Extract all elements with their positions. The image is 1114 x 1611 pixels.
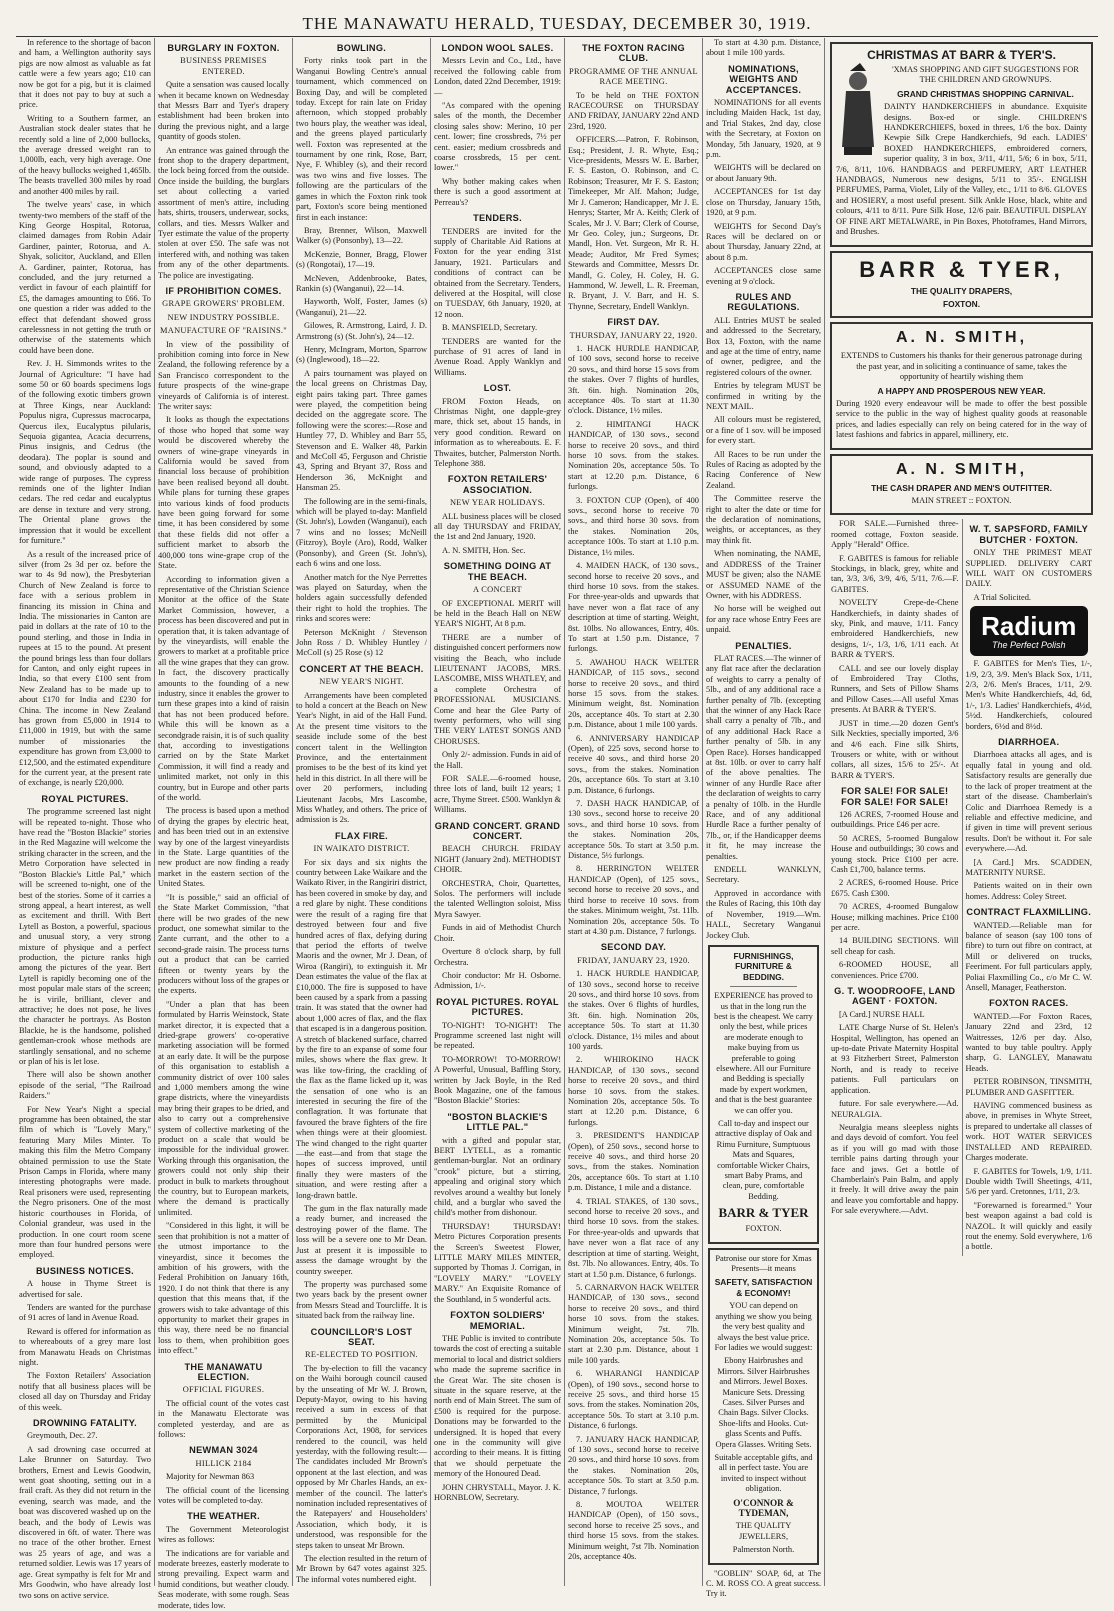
ad-smith-wish: A HAPPY AND PROSPEROUS NEW YEAR.	[877, 385, 1046, 396]
section-heading: LOST.	[483, 383, 512, 394]
paragraph: WEIGHTS for Second Day's Races will be declared on or about Thursday, January 22nd, at about 8 p.m.	[706, 221, 821, 262]
paragraph: WANTED.—Reliable man for balance of season (say 100 tons of fibre) to turn out fibre on contract, at Mill or delivered on trucks, Feeriment. For full particulars apply, Poliai Flaxmilling Co., c/o Mr C. W. Ansell, Manager, Featherston.	[965, 920, 1092, 992]
paragraph: A. N. SMITH, Hon. Sec.	[442, 545, 526, 555]
paragraph: An entrance was gained through the front shop to the drapery department, the lock being forced from the outside. Once inside the building, the burglars set about collecting a varied assortment of men's attire, including hats, shirts, trousers, underwear, socks, collars, and ties. Messrs Walker and Tyer estimate the value of the property stolen at over £50. The safe was not interfered with, and nothing was taken from any of the other departments. The police are investigating.	[158, 145, 289, 280]
goblin-soap-notice: "GOBLIN" SOAP, 6d, at The C. M. ROSS CO. A great success. Try it.	[706, 1568, 821, 1599]
ad-barr-xmas	[830, 42, 1093, 247]
section-heading: SOMETHING DOING AT THE BEACH.	[443, 561, 552, 582]
paragraph: Peterson McKnight / Stevenson John Ross / D. Whibley Huntley / McColl (s) 25 Rose (s) 12	[296, 627, 427, 658]
paragraph: Approved in accordance with the Rules of Racing, this 10th day of November, 1919.—Wm. HALL, Secretary Wanganui Jockey Club.	[706, 888, 821, 940]
paragraph: A house in Thyme Street is advertised for sale.	[19, 1279, 151, 1299]
paragraph: The Committee reserve the right to alter the date or time for the declaration of nominations, weights, or acceptances, as they may think fit.	[706, 494, 821, 545]
paragraph: For New Year's Night a special programme has been obtained, the star film of which is "Lovely Mary," featuring Mary Miles Minter. To making this film the Metro Company obtained permission to use the State Prison Camps in Florida, where many interesting photographs were made. Real prisoners were used, representing the Negro prisoners. One of the most historic courthouses in Florida, of Colonial grandeur, was used in the production. In one court room scene more than four hundred persons were employed.	[19, 1104, 151, 1260]
paragraph: A sad drowning case occurred at Lake Brunner on Saturday. Two brothers, Ernest and Lewis Goodwin, went goat shooting, setting out in a frail craft. As they did not return in the evening, search was made, and the boat was discovered washed up on the beach, and the body of Lewis was discovered in 6ft. of water. There was no trace of the other brother. Ernest was 25 years of age, and was a returned soldier. Lewis was 17 years of age. Great sympathy is felt for Mr and Mrs Goodwin, who have already lost two sons on active service.	[19, 1444, 151, 1600]
paragraph: 8. HERRINGTON WELTER HANDICAP (Open), of 125 sovs., second horse to receive 20 sovs., and third horse to receive 10 sovs. from the stakes. Minimum weight, 7st. 11lb. Nomination 20s, acceptance 50s. To start at 4.30 p.m. Distance, 7 furlongs.	[568, 864, 699, 936]
paragraph: Hayworth, Wolf, Foster, James (s) (Wanganui), 21—22.	[296, 297, 427, 317]
section-heading: THE MANAWATU ELECTION.	[184, 1361, 263, 1382]
paragraph: TENDERS are wanted for the purchase of 91 acres of land in Avenue Road. Apply Wanklyn and Williams.	[434, 336, 561, 377]
paragraph: Reward is offered for information as to whereabouts of a grey mare lost from Manawatu Heads on Christmas night.	[19, 1326, 151, 1367]
paragraph: PETER ROBINSON, TINSMITH, PLUMBER AND GASFITTER.	[965, 1077, 1092, 1097]
paragraph: In reference to the shortage of bacon and ham, a Wellington authority says pigs are now almost as valuable as fat cattle were a few years ago; £10 can now be got for a pig, but it is claimed that it does not pay to buy at such a price.	[19, 38, 151, 110]
paragraph: Gilowes, R. Armstrong, Laird, J. D. Armstrong (s) (St. John's), 24—12.	[296, 321, 427, 341]
paragraph: ALL Entries MUST be sealed and addressed to the Secretary, Box 13, Foxton, with the name and age at the time of entry, name of owner, pedigree, and the registered colours of the owner.	[706, 315, 821, 377]
section-heading: NEW INDUSTRY POSSIBLE.	[167, 312, 280, 322]
paragraph: future. For sale everywhere.—Ad. NEURALGIA.	[831, 1099, 959, 1119]
paragraph: Choir conductor: Mr H. Osborne. Admission, 1/-.	[434, 970, 561, 991]
paragraph: All Races to be run under the Rules of Racing as adopted by the Racing Conference of New Zealand.	[706, 449, 821, 490]
santa-illustration	[838, 67, 878, 157]
paragraph: THURSDAY! THURSDAY! Metro Pictures Corporation presents the Screen's Sweetest Flower, LITTLE MARY MILES MINTER, supported by Thomas J. Corrigan, in "LOVELY MARY." "LOVELY MARY." An Exquisite Romance of the Southland, in 5 wonderful acts.	[434, 1221, 561, 1304]
paragraph: FOR SALE.—Furnished three-roomed cottage, Foxton seaside. Apply "Herald" Office.	[831, 519, 959, 550]
paragraph: "As compared with the opening sales of the month, the December closing sales show: Merino, 10 per cent. lower; fine crossbreds, 7½ per cent. easier; medium crossbreds and coarse crossbreds, 15 per cent. lower."	[434, 101, 561, 173]
classifieds-right-rest	[966, 659, 1093, 1253]
paragraph: 8. MOUTOA WELTER HANDICAP (Open), of 150 sovs., second horse to receive 25 sovs., and third horse 15 sovs. from the stakes. Minimum weight, 7st 7lb. Nomination 20s, acceptance 40s.	[568, 1500, 699, 1562]
paragraph: Overture 8 o'clock sharp, by full Orchestra.	[434, 947, 561, 967]
section-heading: FIRST DAY.	[607, 317, 660, 328]
paragraph: OF EXCEPTIONAL MERIT will be held in the Beach Hall on NEW YEAR'S NIGHT, At 8 p.m.	[434, 598, 561, 629]
paragraph: 3. FOXTON CUP (Open), of 400 sovs., second horse to receive 70 sovs., and third horse 30 sovs. from the stakes. Nomination 20s, acceptance 100s. To start at 1.10 p.m. Distance, 1½ miles.	[568, 495, 699, 557]
section-heading: FOXTON RETAILERS' ASSOCIATION.	[447, 474, 548, 495]
section-heading: RULES AND REGULATIONS.	[727, 291, 800, 313]
paragraph: To be held on THE FOXTON RACECOURSE on THURSDAY AND FRIDAY, JANUARY 22nd AND 23rd, 1920.	[568, 90, 699, 131]
paragraph: To start at 4.30 p.m. Distance, about 1 mile 100 yards.	[706, 38, 821, 58]
column-2	[154, 38, 292, 1610]
ad-furnishings-title: FURNISHINGS, FURNITURE & BEDDING.	[733, 950, 794, 982]
paragraph: Majority for Newman 863	[166, 1472, 255, 1482]
paragraph: 7. DASH HACK HANDICAP, of 130 sovs., second horse to receive 20 sovs., and third horse 10 sovs. from the stakes. Nomination 20s, acceptance 50s. To start at 3.50 p.m. Distance, 5½ furlongs.	[568, 799, 699, 861]
section-heading: FLAX FIRE.	[334, 830, 389, 841]
paragraph: All colours must be registered, or a fine of 1 sov. will be imposed for every start.	[706, 415, 821, 446]
paragraph: 70 ACRES, 4-roomed Bungalow House; milking machines. Price £100 per acre.	[831, 902, 959, 932]
paragraph: with a gifted and popular star, BERT LYTELL, as a romantic gentleman-burglar. Not an ordinary "crook" picture, but a stirring, appealing and original story which revolves around a wealthy but lonely child, and a burglar who saved the child's mother from dishonour.	[434, 1135, 561, 1218]
paragraph: NOVELTY Crepe-de-Chene Handkerchiefs, in dainty shades of sky, Pink, and mauve, 1/11. Fancy embroidered Handkerchiefs, new designs, 1/-, 1/3, 1/6, 1/11 each. At BARR & TYER'S.	[831, 598, 959, 660]
paragraph: 2 ACRES, 6-roomed House. Price £675. Cash £300.	[831, 878, 959, 898]
paragraph: As a result of the increased price of silver (from 2s 3d per oz. before the war to 4s 9d now), the Presbyterian Church of New Zealand is force to face with a serious problem in financing its mission in China and India. The missionaries in Canton are paid in dollars at the rate of 10 to the pound sterling, and those in India in rupees at 15 to the pound. At present the pound brings less than four dollars for Canton, and only eight rupees in India, so that every £100 sent from New Zealand has to be made up to about £170 for India and £230 for China. The income in New Zealand has grown from £5,000 in 1914 to £11,000 in 1919, but with the same number of missionaries the expenditure has grown from £3,000 to £12,500, and the estimated expenditure for the current year, at the present rate of exchange, is nearly £20,000.	[19, 549, 151, 788]
paragraph: The by-election to fill the vacancy on the Waihi borough council caused by the unseating of Mr W. J. Brown, Deputy-Mayor, owing to his having received a sum in excess of that permitted by the Municipal Corporations Act, 1908, for services rendered to the council, was held yesterday, with the following result:—The candidates included Mr Brown's opponent at the last election, and was opposed by Mr Charles Hands, an ex-member of the council. The latter's nomination included representatives of the Ratepayers' and Householders' Association, which body, it is understood, was responsible for the steps taken to unseat Mr Brown.	[296, 1363, 427, 1550]
paragraph: "Forewarned is forearmed." Your best weapon against a bad cold is NAZOL. It will quickly and easily rout the enemy. Sold everywhere, 1/6 a bottle.	[965, 1200, 1092, 1252]
section-heading: BURGLARY IN FOXTON.	[167, 43, 280, 53]
section-heading: NEW YEAR'S NIGHT.	[319, 677, 404, 687]
paragraph: The twelve years' case, in which twenty-two members of the staff of the King George Hospital, Rotorua, claimed damages from Robin Adair Gardiner, painter, Rotorua, and A. Shyak, solicitor, Auckland, and Ellen A. Gardiner, painter, Rotorua, has concluded, and the jury returned a verdict in favour of each plaintiff for £5, the damages amounting to £66. To one question a rider was added to the effect that defendant showed gross carelessness in not getting the truth or otherwise of the statements which could have been done.	[19, 200, 151, 355]
paragraph: 1. HACK HURDLE HANDICAP, of 130 sovs., second horse to receive 20 sovs., and third horse 10 sovs. from the stakes. Over 6 flights of hurdles, 3ft. 6in. high. Nomination 20s, acceptance 50s. To start at 11.30 o'clock. Distance, 1½ miles and about 100 yards.	[568, 969, 699, 1051]
ad-jewellers-brand: O'CONNOR & TYDEMAN,	[733, 1497, 794, 1518]
ad-barr-brand	[830, 251, 1093, 319]
paragraph: ORCHESTRA, Choir, Quartettes, Solos. The performers will include the talented Wellington soloist, Miss Myra Sawyer.	[434, 878, 561, 919]
paragraph: ONLY THE PRIMEST MEAT SUPPLIED. DELIVERY CART WILL WAIT ON CUSTOMERS DAILY.	[965, 548, 1092, 589]
paragraph: [A Card.] NURSE HALL	[839, 1009, 925, 1019]
section-heading: BOWLING.	[336, 43, 387, 53]
paragraph: 4. MAIDEN HACK, of 130 sovs., second horse to receive 20 sovs., and third horse 10 sovs. from the stakes. For three-year-olds and upwards that have never won a flat race of any description at time of starting. Weight, 8st. 10lbs. No allowances, Entry, 40s. To start at 1.50 p.m. Distance, 7 furlongs.	[568, 561, 699, 654]
paragraph: Greymouth, Dec. 27.	[27, 1431, 98, 1441]
paragraph: "Under a plan that has been formulated by Harris Weinstock, State market director, it is expected that a dried-grape growers' co-operative marketing association will be formed at an early date. It will be the purpose of this organisation to establish a community district of over 100 sales and 1,000 members among the wine grape districts, where the vineyardists may bring their grapes to be dried, and also to carry out a comprehensive system of collective marketing of the product on a scale that would be impossible for the individual grower. Working through this organisation, the growers could not only ship their product in bulk to markets throughout the country, but to European markets, where the demand is practically unlimited.	[158, 999, 289, 1217]
paragraph: 7. JANUARY HACK HANDICAP, of 130 sovs., second horse to receive 20 sovs., and third horse 10 sovs. from the stakes. Nomination 20s, acceptance 50s. To start at 3.50 p.m. Distance, 7 furlongs.	[568, 1434, 699, 1496]
section-heading: BUSINESS NOTICES.	[35, 1265, 134, 1276]
ad-jewellers-items: Ebony Hairbrushes and Mirrors. Silver Hairbrushes and Mirrors. Jewel Boxes. Manicure Sets. Dressing Cases. Silver Purses and Chain Bags. Silver Clocks. Shoe-lifts and Hooks. Cut-glass Scents and Puffs. Opera Glasses. Writing Sets.	[715, 1356, 812, 1449]
paragraph: According to information given a representative of the Christian Science Monitor at the office of the State Market Commission, however, a process has been discovered and put in operation that, it is taken advantage of by the vineyardists, will enable the growers to market at a profitable price all the wine grapes that they can grow. In fact, the discovery practically amounts to the founding of a new industry, since it enables the grower to turn these grapes into a kind of raisin that has not been produced before. While this will be known as a secondgrade raisin, it is of such quality that, according to investigations carried on by the State Market Commission, it will find a ready and unlimited market, not only in this country, but in Europe and other parts of the world.	[158, 574, 289, 803]
section-heading: FOXTON SOLDIERS' MEMORIAL.	[450, 1310, 545, 1331]
section-heading: NEW YEAR HOLIDAYS.	[449, 498, 546, 508]
paragraph: The property was purchased some two years back by the present owner from Messrs Stead and Tourcliffe. It is situated back from the railway line.	[296, 1279, 427, 1321]
paragraph: 1. HACK HURDLE HANDICAP, of 100 sovs, second horse to receive 20 sovs., and third horse 15 sovs from the stakes. Over 7 flights of hurdles, 3ft. 6in. high. Nomination 20s, acceptance 40s. To start at 11.30 o'clock. Distance, 1½ miles.	[568, 343, 699, 416]
paragraph: JOHN CHRYSTALL, Mayor. J. K. HORNBLOW, Secretary.	[434, 1482, 561, 1502]
ad-furnishings-town: FOXTON.	[745, 1224, 782, 1234]
paragraph: The Foxton Retailers' Association notify that all business places will be closed all day on Thursday and Friday of this week.	[19, 1371, 151, 1412]
section-heading: TENDERS.	[473, 213, 522, 224]
paragraph: ALL business places will be closed all day THURSDAY and FRIDAY, the 1st and 2nd January, 1920.	[434, 511, 561, 542]
paragraph: Arrangements have been completed to hold a concert at the Beach on New Year's Night, in aid of the Hall Fund. At the present time visitors to the seaside include some of the best concert talent in the Wellington Province, and the entertainment promises to be the best of its kind yet held in this district. In all there will be over 20 performers, including Lieutenant Jacobs, Mrs Lascombe, Miss Whatley, and others. The price of admission is 2s.	[296, 690, 427, 825]
ad-furnishings-brand: BARR & TYER	[718, 1205, 809, 1221]
section-heading: "BOSTON BLACKIE'S LITTLE PAL."	[447, 1111, 548, 1133]
paragraph: The following are in the semi-finals, which will be played to-day: Manfield (St. John's), Lowden (Wanganui), each 7 wins and no losses; McNeill (Fitzroy), Boyle (Aro), Rodd, Walker (Ponsonby), and Green (St. John's), each 6 wins and one loss.	[296, 496, 427, 569]
paragraph: JUST in time.—20 dozen Gent's Silk Neckties, specially imported, 3/6 and 4/6 each. Fine silk Shirts, Trousers or white, with or without collars, all sizes, 15/6 to 25/-. At BARR & TYER'S.	[831, 718, 959, 780]
ad-jewellers	[708, 1248, 819, 1565]
paragraph: 14 BUILDING SECTIONS. Will sell cheap for cash.	[831, 936, 959, 956]
classifieds-right	[962, 519, 1096, 1255]
paragraph: Funds in aid of Methodist Church Choir.	[434, 923, 561, 943]
section-heading: THE FOXTON RACING CLUB.	[582, 43, 685, 64]
paragraph: A Trial Solicited.	[973, 592, 1031, 602]
ad-jewellers-intro: Patronise our store for Xmas Presents—it means	[715, 1253, 812, 1274]
paragraph: The Government Meteorologist wires as follows:	[158, 1524, 289, 1545]
paragraph: McKenzie, Bonner, Bragg, Flower (s) (Rongotai), 17—19.	[296, 249, 427, 270]
radium-polish-ad	[970, 606, 1089, 656]
paragraph: HAVING commenced business as above, in premises in Whyte Street, is prepared to undertake all classes of work. HOT WATER SERVICES INSTALLED AND REPAIRED. Charges moderate.	[965, 1101, 1092, 1163]
ad-smith2-addr: MAIN STREET :: FOXTON.	[911, 495, 1012, 505]
paragraph: ENDELL WANKLYN, Secretary.	[706, 865, 821, 885]
paragraph: TENDERS are invited for the supply of Charitable Aid Rations at Foxton for the year ending 31st January, 1921. Particulars and conditions of contract can be obtained from the Secretary. Tenders, delivered at the Hospital, will close on TUESDAY, 6th January, 1920, at 12 noon.	[434, 226, 561, 319]
paragraph: FLAT RACES.—The winner of any flat race after the declaration of weights to carry a penalty of 5lb., and of any additional race a further penalty of 7lb. (excepting that the winner of any Hack Race shall carry a penalty of 7lb., and of any additional Hack Race a further penalty of 5lb. in any Open Race). Horses handicapped at 8st. 10lb. or over to carry half of the above penalties. The winner of any Hurdle Race after the declaration of weights to carry a penalty of 10lb. in the Hurdle Race, and of any additional Hurdle Race a further penalty of 7lb., or, if the Handicapper deems it fit, he may increase the penalties.	[706, 653, 821, 861]
ad-furnishings	[708, 945, 819, 1244]
ad-barr-brand-town: FOXTON.	[942, 298, 981, 309]
paragraph: 126 ACRES, 7-roomed House and outbuildings. Price £46 per acre.	[831, 809, 959, 830]
ad-smith-outfitter	[830, 454, 1093, 516]
paragraph: For six days and six nights the country between Lake Waikare and the Waikato River, in the Rangiriri district, has been covered in smoke by day, and a red glare by night. These conditions were the result of a raging fire that destroyed between four and five hundred acres of flax, defying during that period the efforts of twelve Maoris and the owner, Mr J. Dean, of Wiroa (Rangiri), to extinguish it. Mr Dean estimates the value of the flax at £10,000. The fire is supposed to have been caused by a spark from a passing train. It was stated that the owner had about 1,000 acres of flax, and the flax that escaped is in a dangerous position. A stretch of blackened surface, charred by the fire to an expanse of some four miles, shows where the flax grew. It was like tow-firing, the crackling of the flax as the flame licked up it, was the sensation of one who is an interested in securing the fire of the conflagration. It was fortunate that favoured the brave fighters of the fire when things were at their gloomiest. The wind changed to the right quarter—the east—and from that stage the hopes of success improved, until finally they were masters of the situation, and were resting after a long-drawn battle.	[296, 857, 427, 1200]
paragraph: TO-MORROW! TO-MORROW! A Powerful, Unusual, Baffling Story, written by Jack Boyle, in the Red Book Magazine, one of the famous "Boston Blackie" Stories:	[434, 1054, 561, 1106]
paragraph: 6. ANNIVERSARY HANDICAP (Open), of 225 sovs, second horse to receive 40 sovs., and third horse 20 sovs., from the stakes. Nomination 20s, acceptance 60s. To start at 3.10 p.m. Distance, 6 furlongs.	[568, 733, 699, 795]
ad-smith-body: EXTENDS to Customers his thanks for their generous patronage during the past year, and in soliciting a continuance of same, takes the opportunity of heartily wishing them	[840, 351, 1083, 382]
column-4	[430, 38, 564, 1586]
classifieds-left	[828, 519, 962, 1219]
paragraph: Why bother making cakes when there is such a good assortment at Perreau's?	[434, 176, 561, 207]
paragraph: The gum in the flax naturally made a ready burner, and increased the destroying power of the flame. The loss will be a severe one to Mr Dean. Just at present it is impossible to assess the damage wrought by the country sweeper.	[296, 1204, 427, 1276]
section-heading: NEWMAN 3024	[189, 1445, 258, 1456]
paragraph: Another match for the Nye Perrettes was played on Saturday, when the holders again successfully defended their right to hold the trophies. The rinks and scores were:	[296, 572, 427, 624]
section-heading: ROYAL PICTURES. ROYAL PICTURES.	[436, 996, 559, 1018]
section-heading: FRIDAY, JANUARY 23, 1920.	[577, 955, 690, 965]
section-heading: BUSINESS PREMISES ENTERED.	[180, 56, 267, 76]
ad-jewellers-body: YOU can depend on anything we show you being the very best quality and always the best value price. For ladies we would suggest:	[714, 1301, 813, 1352]
section-heading: ROYAL PICTURES.	[41, 793, 129, 804]
section-heading: FOR SALE! FOR SALE! FOR SALE! FOR SALE!	[841, 786, 949, 807]
column-1	[16, 38, 154, 1600]
section-heading: CONTRACT FLAXMILLING.	[966, 907, 1092, 918]
paragraph: 5. AWAHOU HACK WELTER HANDICAP, of 115 sovs., second horse to receive 20 sovs., and third horse 15 sovs. from the stakes. Minimum weight, 8st. Nomination 20s, acceptance 40s. To start at 2.30 p.m. Distance, about 1 mile 100 yards.	[568, 657, 699, 730]
radium-tagline: The Perfect Polish	[991, 640, 1066, 651]
paragraph: Neuralgia means sleepless nights and days devoid of comfort. You feel as if you will go mad with those terrible pains darting through your face and jaws. Get a bottle of Chamberlain's Pain Balm, and apply it freely. It will drive away the pain and leave you comfortable and happy. For sale everywhere.—Advt.	[831, 1122, 959, 1216]
section-heading: GRAPE GROWERS' PROBLEM.	[162, 299, 285, 309]
ad-smith-body2: During 1920 every endeavour will be made to offer the best possible service to the public in the way of highest quality goods at reasonable prices, and ladies especially can rely on being catered for in the way of latest fashions and fabrics in apparel, millinery, etc.	[836, 398, 1087, 440]
paragraph: WANTED.—For Foxton Races, January 22nd and 23rd, 12 Waitresses, 12/6 per day. Also, wanted to buy table poultry. Apply sharp, G. LANGLEY, Manawatu Heads.	[965, 1011, 1092, 1073]
paragraph: F. GABITES is famous for reliable Stockings, in black, grey, white and tan, 3/3, 3/6, 3/9, 4/6, 5/11, 7/6.—F. GABITES.	[831, 553, 959, 594]
paragraph: ACCEPTANCES close same evening at 9 o'clock.	[706, 266, 821, 286]
section-heading: OFFICIAL FIGURES.	[182, 1385, 265, 1395]
section-heading: PENALTIES.	[735, 640, 792, 651]
paragraph: Diarrhoea attacks all ages, and is equally fatal in young and old. Satisfactory results are generally due to the lack of proper treatment at the start of the disease. Chamberlain's Colic and Diarrhoea Remedy is a reliable and effective medicine, and if given in time will prevent serious results. Don't be without it. For sale everywhere.—Ad.	[965, 750, 1092, 854]
paragraph: 50 ACRES, 5-roomed Bungalow House and outbuildings; 30 cows and young stock. Price £100 per acre. Cash £1,700, balance terms.	[831, 833, 959, 874]
ad-barr-xmas-body: DAINTY HANDKERCHIEFS in abundance. Exquisite designs. Box-ed or single. CHILDREN'S HANDKERCHIEFS, boxed in threes, 1/6 the box. Dainty Kewpie Silk Crepe Handkerchiefs, 9d each. LADIES' BOXED HANDKERCHIEFS, embroidered corners, superior quality, 3 in box, 3/11, 4/11, 5/6; 6 in box, 5/11, 7/6, 8/11, 10/6. HANDBAGS and PERFUMERY, ART LEATHER HANDBAGS, Numerous new designs, 5/11 to 35/-. ENGLISH PERFUMES, Parma, Violet, Lily of the Valley, etc., 1/11 to 8/6. GLOVES and HOSIERY, a most useful present. Silk Ankle Hose, black, white and colours, 4/11 to 8/11. Pure Silk Hose, 12/6 pair. BEAUTIFUL DISPLAY OF FINE ART METALWARE, in Pin Boxes, Photoframes, Hand Mirrors, and Brushes.	[836, 102, 1087, 237]
section-heading: W. T. SAPSFORD, FAMILY BUTCHER · FOXTON.	[969, 524, 1089, 545]
paragraph: 4. TRIAL STAKES, of 130 sovs., second horse to receive 20 sovs., and third horse 10 sovs. from the stakes. For three-year-olds and upwards that have never won a flat race of any description at time of starting. Weight, 8st. 7lb. No allowances. Entry, 40s. To start at 1.50 p.m. Distance, 6 furlongs.	[568, 1196, 699, 1279]
paragraph: Rev. J. H. Simmonds writes to the Journal of Agriculture: "I have had some 50 or 60 boards specimens logs of the following exotic timbers grown at Three Kings, near Auckland: Populus nigra, Cupressus macrocarpa, Quercus ilex, Eucalyptus pilularis, Sequoia gigantea, Acacia decurrens, Pinus insignis, and Cedrus (the deodara). The poplar is sound and sound, and obviously adapted to a wide range of purposes. The cypress reminds one of the lighter Indian cedars. The red cedar and eucalyptus are dense in texture and very strong. The Oriental plane grows the impression that it would be excellent for furniture."	[19, 359, 151, 546]
paragraph: BEACH CHURCH. FRIDAY NIGHT (January 2nd). METHODIST CHOIR.	[434, 844, 561, 875]
section-heading: FOXTON RACES.	[989, 998, 1069, 1009]
paragraph: Writing to a Southern farmer, an Australian stock dealer states that he recently sold a line of 2,000 bullocks, the average dressed weight ran to 1,000lb, each, very high average. One of the heavy bullocks weighed 1,465lb. The beasts travelled 300 miles by road and another 400 miles by rail.	[19, 113, 151, 196]
paragraph: NOMINATIONS for all events including Maiden Hack, 1st day, and Trial Stakes, 2nd day, close with the Secretary, at Foxton on Monday, 5th January, 1920, at 9 p.m.	[706, 98, 821, 160]
column-3	[292, 38, 430, 1586]
paragraph: Quite a sensation was caused locally when it became known on Wednesday that Messrs Barr and Tyer's drapery establishment had been broken into during the previous night, and a large quantity of goods stolen.	[158, 80, 289, 142]
paragraph: Messrs Levin and Co., Ltd., have received the following cable from London, dated 22nd December, 1919:—	[434, 56, 561, 97]
paragraph: THE Public is invited to contribute towards the cost of erecting a suitable memorial to local and district soldiers who made the supreme sacrifice in the Great War. The site chosen is situate in the square reserve, at the north end of Main Street. The sum of £500 is required for the purpose. Donations may be forwarded to the undersigned. It is hoped that every one in the community will give according to their means. It is fitting that we should perpetuate the memory of the Honoured Dead.	[434, 1333, 561, 1479]
paragraph: 6. WHARANGI HANDICAP (Open), of 190 sovs., second horse to receive 25 sovs., and third horse 15 sovs. from the stakes. Nomination 20s, acceptance 50s. To start at 3.10 p.m. Distance, 6 furlongs.	[568, 1369, 699, 1431]
paragraph: 2. WHIROKINO HACK HANDICAP, of 130 sovs., second horse to receive 20 sovs., and third horse 10 sovs. from the stakes. Nomination 20s, acceptance 50s. To start at 12.20 p.m. Distance, 6 furlongs.	[568, 1055, 699, 1127]
radium-brand: Radium	[981, 611, 1077, 642]
section-heading: LONDON WOOL SALES.	[441, 43, 554, 53]
section-heading: THURSDAY, JANUARY 22, 1920.	[569, 330, 698, 340]
section-heading: A CONCERT	[473, 585, 522, 595]
section-heading: NOMINATIONS, WEIGHTS AND ACCEPTANCES.	[725, 63, 802, 95]
paragraph: ACCEPTANCES for 1st day close on Thursday, January 15th, 1920, at 9 p.m.	[706, 187, 821, 218]
section-heading: MANUFACTURE OF "RAISINS."	[159, 326, 288, 336]
paragraph: TO-NIGHT! TO-NIGHT! The Programme screened last night will be repeated.	[434, 1020, 561, 1051]
paragraph: In view of the possibility of prohibition coming into force in New Zealand, the following reference by a San Francisco correspondent to the future prospects of the wine-grape vineyards of California is of interest. The writer says:	[158, 339, 289, 411]
paragraph: 3. PRESIDENT'S HANDICAP (Open), of 250 sovs., second horse to receive 40 sovs., and third horse 20 sovs., from the stakes. Nomination 20s, acceptance 60s. To start at 1.10 p.m. Distance, 1 mile and a distance.	[568, 1131, 699, 1193]
ad-barr-brand-tag: THE QUALITY DRAPERS,	[910, 285, 1013, 296]
section-heading: COUNCILLOR'S LOST SEAT.	[310, 1326, 413, 1347]
paragraph: 5. CARNARVON HACK WELTER HANDICAP, of 130 sovs., second horse to receive 20 sovs., and third horse 10 sovs. from the stakes. Minimum weight, 7st. 7lb. Nomination 20s, acceptance 50s. To start at 2.30 p.m. Distance, about 1 mile 100 yards.	[568, 1282, 699, 1365]
paragraph: F. GABITES for Towels, 1/9, 1/11. Double width Twill Sheetings, 4/11, 5/6 per yard. Cretonnes, 1/11, 2/3.	[965, 1166, 1092, 1197]
paragraph: The indications are for variable and moderate breezes, easterly moderate to strong prevailing. Expect warm and humid conditions, but weather cloudy. Seas moderate, with some rough. Seas moderate, tides low.	[158, 1548, 289, 1610]
racing-rules	[706, 38, 821, 941]
ad-furnishings-cta: Call to-day and inspect our attractive display of Oak and Rimu Furniture, Sumptuous Mats and Squares, comfortable Wicker Chairs, smart Baby Prams, and clean, pure, comfortable Bedding.	[715, 1119, 812, 1201]
section-heading: DROWNING FATALITY.	[32, 1418, 138, 1428]
paragraph: The official count of the votes cast in the Manawatu Electorate was completed yesterday, and are as follows:	[158, 1398, 289, 1439]
section-heading: CONCERT AT THE BEACH.	[299, 663, 424, 674]
column-5	[564, 38, 702, 1586]
paragraph: It looks as though the expectations of those who hoped that some way would be discovered whereby the owners of wine-grape vineyards in California would be saved from financial loss because of prohibition have been realised beyond all doubt. While plans for turning these grapes into various kinds of food products have been going forward for some time, it has been considered by some that these fields did not offer a sufficient market to absorb the 400,000 tons wine-grape crop of the State.	[158, 415, 289, 571]
ad-barr-xmas-carnival: GRAND CHRISTMAS SHOPPING CARNIVAL.	[897, 88, 1074, 99]
paragraph: Tenders are wanted for the purchase of 91 acres of land in Avenue Road.	[19, 1302, 151, 1323]
paragraph: "It is possible," said an official of the State Market Commission, "that there will be two grades of the new product, one somewhat similar to the Zante currant, and the other to a second-grade raisin. The process turns out a product that can be carried fifteen or twenty years by the producers without loss of the grapes or the experts.	[158, 892, 289, 996]
paragraph: The election resulted in the return of Mr Brown by 647 votes against 325. The informal votes numbered eight.	[296, 1554, 427, 1584]
paragraph: OFFICERS.—Patron, F. Robinson, Esq.; President, J. R. Whyte, Esq.; Vice-presidents, Messrs W. E. Barber, F. S. Easton, O. Robinson, and C. Robinson; Treasurer, Mr F. S. Easton; Timekeeper, Mr Alf. Mahon; Judge, Mr J. Cameron; Handicapper, Mr J. E. Henrys; Starter, Mr A. Keith; Clerk of Scales, Mr J. V. Barr; Clerk of Course, Mr Geo. Coley, jun.; Surgeons, Dr. Mandl, Hon. Vet. Surgeon, Mr R. H. Meade; Auditor, Mr Fred Symes; Stewards and Committee, Messrs Dr. Mandl, G. Coley, H. Coley, H. G. Hammond, W. Jewell, L. R. Freeman, R. Bryant, J. V. Barr, and H. S. Thynne, Secretary, Endell Wanklyn.	[568, 135, 699, 311]
paragraph: WEIGHTS will be declared on or about January 9th.	[706, 163, 821, 183]
section-heading: GRAND CONCERT. GRAND CONCERT.	[434, 820, 561, 842]
paragraph: [A Card.] Mrs. SCADDEN, MATERNITY NURSE.	[965, 857, 1092, 877]
paragraph: F. GABITES for Men's Ties, 1/-, 1/9, 2/3, 3/9. Men's Black Sox, 1/11, 2/3, 2/6. Men's Braces, 1/11, 2/9. Men's White Handkerchiefs, 4d, 6d, 1/-, 1/3. Ladies' Handkerchiefs, 4½d, 5½d. Handkerchiefs, coloured borders, 6½d and 8½d.	[965, 659, 1092, 731]
section-heading: DIARRHOEA.	[998, 737, 1060, 748]
masthead-rule	[16, 36, 1098, 37]
ad-jewellers-sub: THE QUALITY JEWELLERS,	[735, 1521, 792, 1541]
section-heading: IN WAIKATO DISTRICT.	[313, 844, 410, 854]
paragraph: 6-ROOMED HOUSE, all conveniences. Price £700.	[831, 960, 959, 980]
paragraph: No horse will be weighed out for any race whose Entry Fees are unpaid.	[706, 604, 821, 635]
ad-barr-xmas-title: CHRISTMAS AT BARR & TYER'S.	[867, 48, 1056, 62]
ad-smith-newyear	[830, 322, 1093, 449]
ad-furnishings-body: EXPERIENCE has proved to us that in the long run the best is the cheapest. We carry only the best, while prices are moderate enough to make buying from us preferable to going elsewhere. All our Furniture and Bedding is specially made by expert workmen, and that is the best guarantee we can offer you.	[714, 991, 813, 1115]
section-heading: THE WEATHER.	[187, 1511, 260, 1522]
paragraph: FOR SALE.—6-roomed house, three lots of land, built 12 years; 1 acre, Thyme Street. £500. Wanklyn & Williams.	[434, 774, 561, 815]
paragraph: Patients waited on in their own homes. Address: Coley Street.	[965, 881, 1092, 901]
section-heading: PROGRAMME OF THE ANNUAL RACE MEETING.	[569, 66, 698, 87]
ad-barr-xmas-sub: 'XMAS SHOPPING AND GIFT SUGGESTIONS FOR THE CHILDREN AND GROWNUPS.	[892, 65, 1079, 85]
paragraph: CALL and see our lovely display of Embroidered Tray Cloths, Runners, and Sets of Pillow Shams and Pillow Cases.—All useful Xmas presents. At BARR & TYER'S.	[831, 663, 959, 715]
paragraph: Henry, McIngram, Morton, Sparrow (s) (Inglewood), 18—22.	[296, 344, 427, 365]
paragraph: Entries by telegram MUST be confirmed in writing by the NEXT MAIL.	[706, 381, 821, 411]
paragraph: THERE are a number of distinguished concert performers now visiting the Beach, who include LIEUTENANT JACOBS, MRS. LASCOMBE, MISS WHATLEY, and a complete Orchestra of PROFESSIONAL MUSICIANS. Come and hear the Glee Party of twenty performers, who will sing THE VERY LATEST SONGS AND CHORUSES.	[434, 632, 561, 746]
paragraph: Only 2/- admission. Funds in aid of the Hall.	[434, 750, 561, 770]
paragraph: There will also be shown another episode of the serial, "The Railroad Raiders."	[19, 1070, 151, 1101]
ad-jewellers-town: Palmerston North.	[732, 1545, 795, 1555]
masthead: THE MANAWATU HERALD, TUESDAY, DECEMBER 30, 1919.	[302, 14, 812, 33]
paragraph: "Considered in this light, it will be seen that prohibition is not a matter of the utmost importance to the vineyardist, since it becomes the ambition of his growers, with the Federal Prohibition on January 16th, 1920. I do not think that there is any question that this means that, if the growers wish to take advantage of this opportunity to market their grapes in this way, there need be no financial loss to them, when prohibition goes into effect."	[158, 1221, 289, 1356]
ad-smith-name: A. N. SMITH,	[895, 329, 1028, 347]
ad-jewellers-footer: Suitable acceptable gifts, and all in perfect taste. You are invited to inspect without obligation.	[714, 1452, 813, 1494]
ad-barr-brand-name: BARR & TYER,	[859, 256, 1064, 282]
ad-smith2-name: A. N. SMITH,	[895, 460, 1028, 478]
paragraph: When nominating, the NAME, and ADDRESS of the Trainer MUST be given; also the NAME or ASSUMED NAME of the Owner, with his ADDRESS.	[706, 549, 821, 600]
section-heading: G. T. WOODROOFE, LAND AGENT · FOXTON.	[834, 986, 956, 1007]
ad-jewellers-title: SAFETY, SATISFACTION & ECONOMY!	[714, 1277, 813, 1298]
paragraph: LATE Charge Nurse of St. Helen's Hospital, Wellington, has opened an up-to-date Private Maternity Hospital at 93 Fitzherbert Street, Palmerston North, and is ready to receive patients. Full particulars on application.	[831, 1023, 959, 1095]
section-heading: SECOND DAY.	[600, 942, 667, 953]
column-6	[702, 38, 824, 1599]
section-heading: IF PROHIBITION COMES.	[165, 285, 282, 296]
paragraph: Forty rinks took part in the Wanganui Bowling Centre's annual tournament, which commenced on Boxing Day, and will be completed today. Except for rain late on Friday afternoon, which stopped probably two hours play, the weather was ideal, and the greens played particularly well. Foxton was represented at the tournament by one rink, Rose, Barr, Nye, F. Whibley (s), and their record was two wins and five losses. The following are the particulars of the games in which the Foxton rink took part, Foxton's score being mentioned first in each instance:	[296, 56, 427, 222]
paragraph: McNeven, Addenbrooke, Bates, Rankin (s) (Wanganui), 22—14.	[296, 273, 427, 293]
paragraph: A pairs tournament was played on the local greens on Christmas Day, eight pairs taking part. Three games were played, the competition being decided on the aggregate score. The following were the scores:—Rose and Huntley 77, D. Whibley and Barr 55, Stevenson and E. Walker 48, Parkin and McColl 45, Ferguson and Christie 43, Spring and Bryant 37, Ross and Henderson 36, McKnight and Hansman 25.	[296, 368, 427, 493]
section-heading: HILLICK 2184	[195, 1458, 252, 1468]
classifieds-right-top	[966, 524, 1093, 603]
paragraph: The official count of the licensing votes will be completed to-day.	[158, 1485, 289, 1506]
section-heading: RE-ELECTED TO POSITION.	[305, 1350, 418, 1360]
column-7	[824, 38, 1098, 1586]
paragraph: FROM Foxton Heads, on Christmas Night, one dapple-grey mare, thick set, about 15 hands, in very good condition. Reward on information as to whereabouts. E. F. Thwaites, butcher, Palmerston North. Telephone 388.	[434, 396, 561, 469]
paragraph: The programme screened last night will be repeated to-night. Those who have read the "Boston Blackie" stories in the Red Magazine will welcome the striking character in the screen, and the Metro Corporation have selected in "Boston Blackie's Little Pal," which will be screened to-night, one of the best of the stories. Some of it carries a strong appeal, a heart interest, as well as excitement and thrill. With Bert Lytell as Boston, a powerful, spacious and unusual story, a very strong mixture of physique and a perfect production, the picture ranks high among the pictures of the year. Bert Lytell is rapidly becoming one of the most popular male stars of the screen; he is virile, brilliant, clever and attractive; he does not pose, he lives the character he portrays. As Boston Blackie, he is the handsome, polished gentleman-crook whose methods are startlingly sensational, and no scheme or plan of his is let lose.	[19, 807, 151, 1066]
paragraph: Bray, Brenner, Wilson, Maxwell Walker (s) (Ponsonby), 13—22.	[296, 225, 427, 246]
paragraph: B. MANSFIELD, Secretary.	[442, 323, 538, 333]
paragraph: 2. HIMITANGI HACK HANDICAP, of 130 sovs., second horse to receive 20 sovs., and third horse 10 sovs. from the stakes. Nomination 20s, acceptance 50s. To start at 12.20 p.m. Distance, 6 furlongs.	[568, 419, 699, 492]
ad-smith2-sub: THE CASH DRAPER AND MEN'S OUTFITTER.	[871, 482, 1052, 493]
paragraph: The process is based upon a method of drying the grapes by electric heat, and has been tried out in an extensive way by one of the largest vineyardists in the State. Large quantities of the new product are now finding a ready market in the eastern section of the United States.	[158, 806, 289, 889]
